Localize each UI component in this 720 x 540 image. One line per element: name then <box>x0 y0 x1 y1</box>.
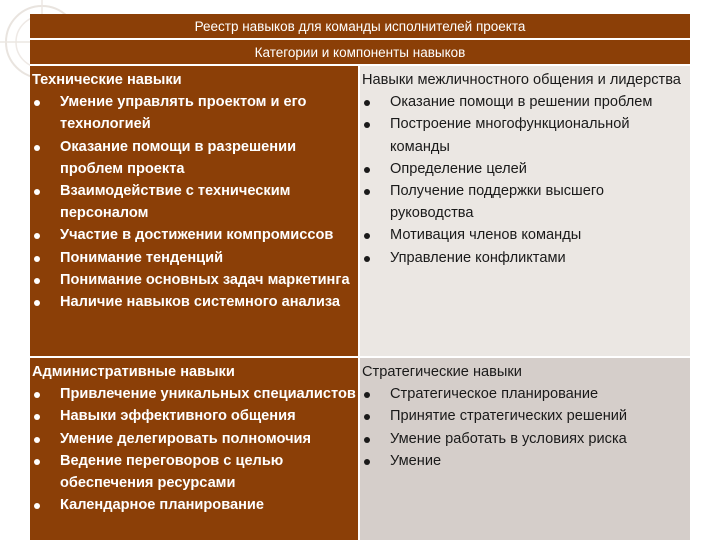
list-item: Привлечение уникальных специалистов <box>32 383 358 405</box>
list-item: Управление конфликтами <box>362 247 690 269</box>
table-subtitle: Категории и компоненты навыков <box>30 40 690 66</box>
list-item: Построение многофункциональной команды <box>362 113 690 157</box>
administrative-skills-list <box>32 383 358 516</box>
list-item: Навыки эффективного общения <box>32 405 358 427</box>
bullet-icon <box>364 233 370 239</box>
strategic-skills-cell <box>358 356 690 540</box>
table-title: Реестр навыков для команды исполнителей проекта <box>30 14 690 40</box>
list-item: Определение целей <box>362 158 690 180</box>
bullet-icon <box>364 414 370 420</box>
list-item: Календарное планирование <box>32 494 358 516</box>
list-item: Ведение переговоров с целью обеспечения ресурсами <box>32 450 358 494</box>
technical-skills-list <box>32 91 358 313</box>
list-item: Умение работать в условиях риска <box>362 428 690 450</box>
technical-skills-title: Технические навыки <box>32 72 182 88</box>
bullet-icon <box>34 437 40 443</box>
list-item: Взаимодействие с техническим персоналом <box>32 180 358 224</box>
bullet-icon <box>34 414 40 420</box>
bullet-icon <box>364 256 370 262</box>
bullet-icon <box>364 392 370 398</box>
strategic-skills-list <box>362 383 690 472</box>
bullet-icon <box>364 122 370 128</box>
bullet-icon <box>34 278 40 284</box>
list-item: Понимание основных задач маркетинга <box>32 269 358 291</box>
list-item: Умение <box>362 450 690 472</box>
list-item: Принятие стратегических решений <box>362 405 690 427</box>
bullet-icon <box>364 459 370 465</box>
list-item: Оказание помощи в разрешении проблем проекта <box>32 136 358 180</box>
bullet-icon <box>34 256 40 262</box>
list-item: Мотивация членов команды <box>362 224 690 246</box>
strategic-skills-title: Стратегические навыки <box>362 364 522 380</box>
list-item: Понимание тенденций <box>32 247 358 269</box>
list-item: Стратегическое планирование <box>362 383 690 405</box>
list-item: Получение поддержки высшего руководства <box>362 180 690 224</box>
list-item: Умение делегировать полномочия <box>32 428 358 450</box>
bullet-icon <box>364 100 370 106</box>
bullet-icon <box>34 459 40 465</box>
list-item: Оказание помощи в решении проблем <box>362 91 690 113</box>
list-item: Наличие навыков системного анализа <box>32 291 358 313</box>
interpersonal-skills-cell <box>358 66 690 356</box>
interpersonal-skills-list <box>362 91 690 269</box>
skills-table <box>30 14 690 540</box>
bullet-icon <box>34 392 40 398</box>
administrative-skills-cell <box>30 356 358 540</box>
administrative-skills-title: Административные навыки <box>32 364 235 380</box>
list-item: Умение управлять проектом и его технологией <box>32 91 358 135</box>
bullet-icon <box>34 233 40 239</box>
bullet-icon <box>364 167 370 173</box>
bullet-icon <box>34 100 40 106</box>
bullet-icon <box>34 189 40 195</box>
list-item: Участие в достижении компромиссов <box>32 224 358 246</box>
technical-skills-cell <box>30 66 358 356</box>
bullet-icon <box>34 503 40 509</box>
interpersonal-skills-title: Навыки межличностного общения и лидерства <box>362 72 681 88</box>
bullet-icon <box>364 189 370 195</box>
bullet-icon <box>34 300 40 306</box>
bullet-icon <box>364 437 370 443</box>
bullet-icon <box>34 145 40 151</box>
